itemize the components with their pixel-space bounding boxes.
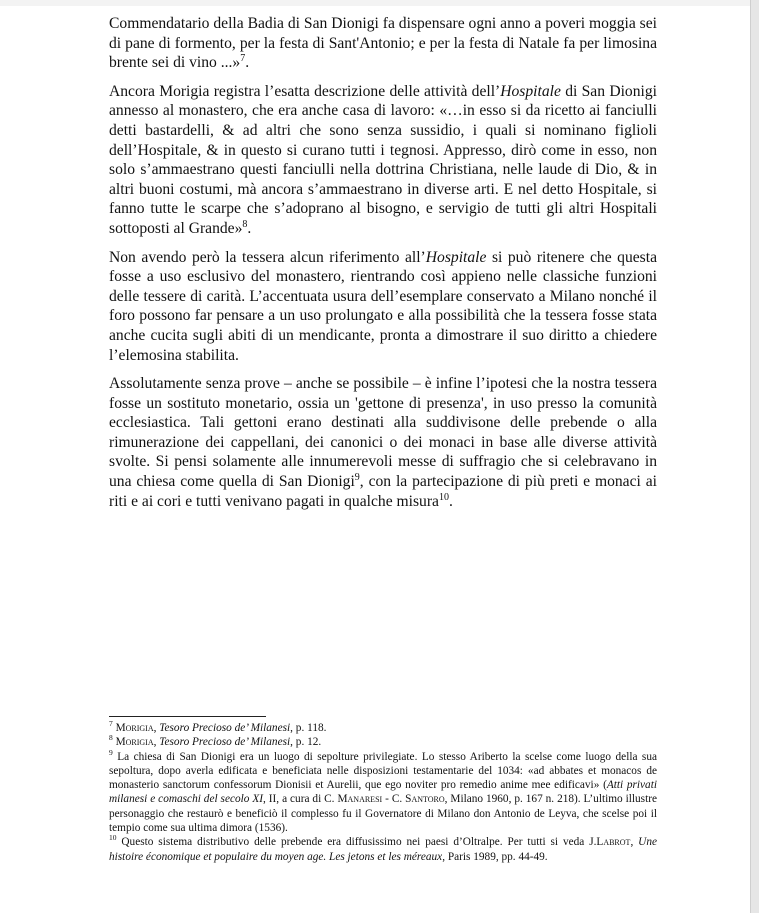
footnotes <box>109 721 657 864</box>
footnote-ref-9[interactable]: 9 <box>354 471 360 483</box>
footnote-10: $^{10}$ Questo sistema distributivo delle prebende era diffusissimo nei paesi d’Oltralpe. Per tutti si veda J.Labrot, Une histoire économique et populaire du moyen age. Les jetons et les méreaux, Paris 1989, pp. 44-49. <box>109 833 657 863</box>
document-page <box>109 14 657 520</box>
footnote-ref-8[interactable]: 8 <box>242 218 248 230</box>
footnote-ref-7[interactable]: 7 <box>240 53 246 64</box>
paragraph-2: Ancora Morigia registra l’esatta descrizione delle attività dell’Hospitale di San Dionigi annesso al monastero, che era anche casa di lavoro: «…in esso si da ricetto ai fanciulli detti bastardelli, & ad altri che sono senza sussidio, i quali si nominano figlioli dell’Hospitale, & in questo si curano tutti i tegnosi. Appresso, dirò come in esso, non solo s’ammaestrano questi fanciulli nella dottrina Christiana, nelle laude di Dio, & in altri buoni costumi, mà ancora s’ammaestrano in diverse arti. E nel detto Hospitale, si fanno tutte le scarpe che s’adoprano al bisogno, e servigio de tutti gli altri Hospitali sottoposti al Grande»$^8$. <box>109 82 657 237</box>
footnote-8: $^8$ Morigia, Tesoro Precioso de’ Milanesi, p. 12. <box>109 733 322 749</box>
window-scrollbar[interactable] <box>750 0 759 913</box>
footnote-separator <box>109 716 266 717</box>
footnote-7: $^7$ Morigia, Tesoro Precioso de’ Milanesi, p. 118. <box>109 719 327 734</box>
paragraph-3: Non avendo però la tessera alcun riferimento all’Hospitale si può ritenere che questa fosse a uso esclusivo del monastero, rientrando così appieno nelle classiche funzioni delle tessere di carità. L’accentuata usura dell’esemplare conservato a Milano nonché il foro possono far pensare a un uso prolungato e alla possibilità che la tessera fosse stata anche cucita sugli abiti di un mendicante, pronta a dimostrare il suo diritto a chiedere l’elemosina stabilita. <box>109 248 657 364</box>
footnote-ref-10[interactable]: 10 <box>438 491 449 503</box>
paragraph-1: Commendatario della Badia di San Dionigi fa dispensare ogni anno a poveri moggia sei di pane di formento, per la festa di Sant'Antonio; e per la festa di Natale fa per limosina brente sei di vino ...»$^7$. <box>109 15 657 72</box>
footnote-9: $^9$ La chiesa di San Dionigi era un luogo di sepolture privilegiate. Lo stesso Ariberto la scelse come luogo della sua sepoltura, dopo averla edificata e beneficiata nelle disposizioni testamentarie del 1034: «ad abbates et monacos de monasterio sanctorum confessorum Dionisii et Aurelii, que ego noviter pro remedio anime mee edificavi» (Atti privati milanesi e comaschi del secolo XI, II, a cura di C. Manaresi - C. Santoro, Milano 1960, p. 167 n. 218). L’ultimo illustre personaggio che restaurò e beneficiò il complesso fu il Governatore di Milano don Antonio de Leyva, che scelse poi il tempio come sua ultima dimora (1536). <box>109 747 657 835</box>
window-top-edge <box>0 0 759 6</box>
paragraph-4: Assolutamente senza prove – anche se possibile – è infine l’ipotesi che la nostra tessera fosse un sostituto monetario, ossia un 'gettone di presenza', in uso presso la comunità ecclesiastica. Tali gettoni erano destinati alla suddivisone delle prebende o alla rimunerazione dei cappellani, dei canonici o dei monaci in base alle diverse attività svolte. Si pensi solamente alle innumerevoli messe di suffragio che si celebravano in una chiesa come quella di San Dionigi$^9$, con la partecipazione di più preti e monaci ai riti e ai cori e tutti venivano pagati in qualche misura$^{10}$. <box>109 375 657 510</box>
